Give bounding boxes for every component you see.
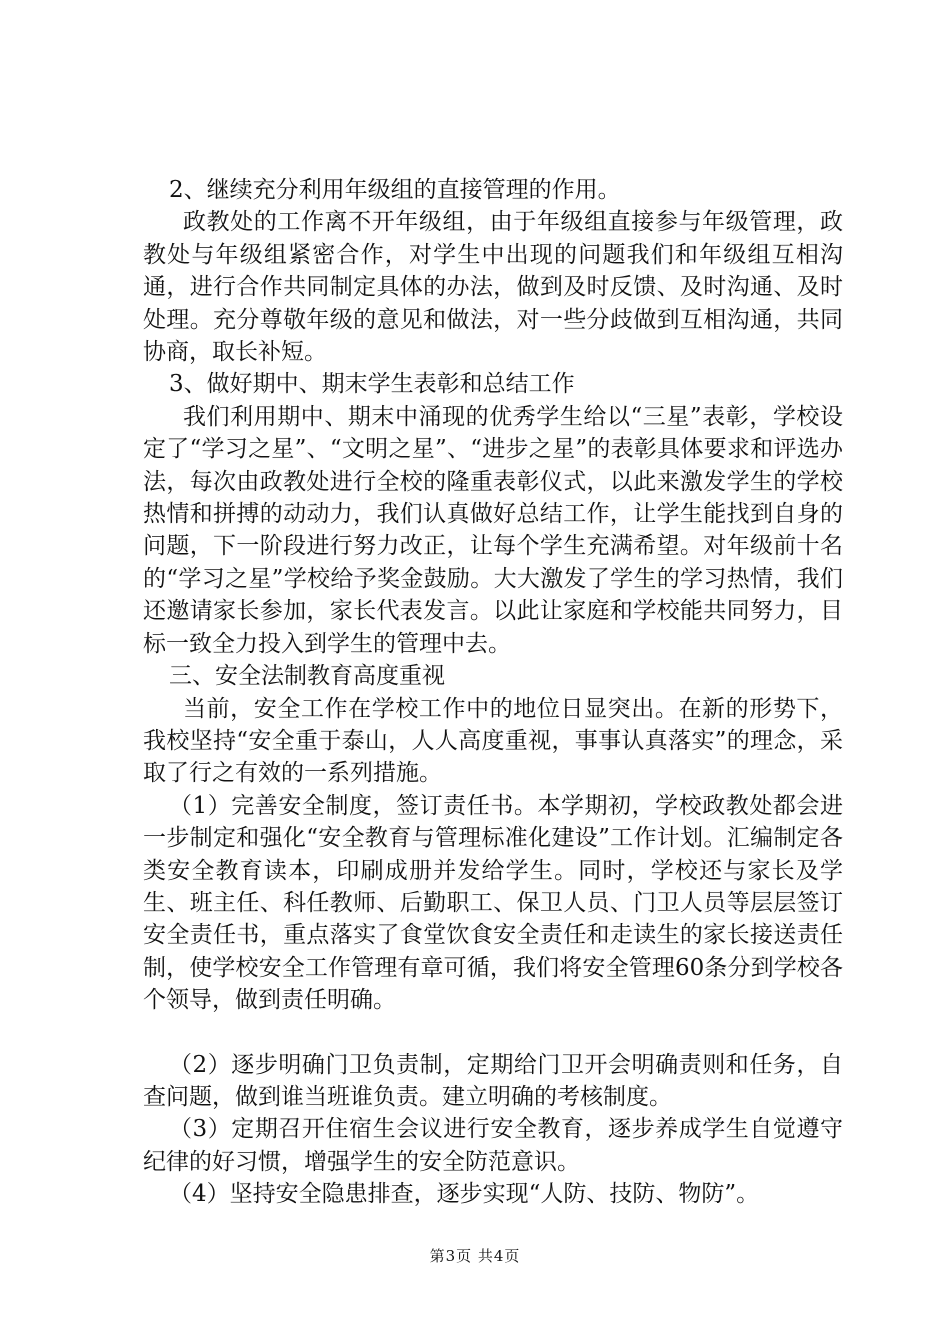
- paragraph-safety-intro: 当前，安全工作在学校工作中的地位日显突出。在新的形势下，我校坚持“安全重于泰山，人人高度重视，事事认真落实”的理念，采取了行之有效的一系列措施。: [143, 695, 843, 787]
- paragraph-safety-item-1: （1）完善安全制度，签订责任书。本学期初，学校政教处都会进一步制定和强化“安全教育与管理标准化建设”工作计划。汇编制定各类安全教育读本，印刷成册并发给学生。同时，学校还与家长及学生、班主任、科任教师、后勤职工、保卫人员、门卫人员等层层签订安全责任书，重点落实了食堂饮食安全责任和走读生的家长接送责任制，使学校安全工作管理有章可循，我们将安全管理60条分到学校各个领导，做到责任明确。: [143, 792, 843, 1014]
- paragraph-grade-group: 政教处的工作离不开年级组，由于年级组直接参与年级管理，政教处与年级组紧密合作，对学生中出现的问题我们和年级组互相沟通，进行合作共同制定具体的办法，做到及时反馈、及时沟通、及时处理。充分尊敬年级的意见和做法，对一些分歧做到互相沟通，共同协商，取长补短。: [143, 209, 843, 366]
- paragraph-heading-3: 3、做好期中、期末学生表彰和总结工作: [169, 371, 575, 398]
- paragraph-spacer: [143, 1017, 843, 1049]
- paragraph-safety-item-2: （2）逐步明确门卫负责制，定期给门卫开会明确责则和任务，自查问题，做到谁当班谁负责。建立明确的考核制度。: [143, 1051, 843, 1110]
- document-body: [143, 174, 843, 1211]
- paragraph-safety-item-4: （4）坚持安全隐患排查，逐步实现“人防、技防、物防”。: [169, 1181, 760, 1208]
- paragraph-section-three-heading: 三、安全法制教育高度重视: [169, 663, 445, 690]
- paragraph-safety-item-3: （3）定期召开住宿生会议进行安全教育，逐步养成学生自觉遵守纪律的好习惯，增强学生的安全防范意识。: [143, 1116, 843, 1175]
- page-number-footer: 第3页 共4页: [429, 1247, 521, 1265]
- paragraph-awards: 我们利用期中、期末中涌现的优秀学生给以“三星”表彰，学校设定了“学习之星”、“文明之星”、“进步之星”的表彰具体要求和评选办法，每次由政教处进行全校的隆重表彰仪式，以此来激发学生的学校热情和拼搏的动动力，我们认真做好总结工作，让学生能找到自身的问题，下一阶段进行努力改正，让每个学生充满希望。对年级前十名的“学习之星”学校给予奖金鼓励。大大激发了学生的学习热情，我们还邀请家长参加，家长代表发言。以此让家庭和学校能共同努力，目标一致全力投入到学生的管理中去。: [143, 403, 843, 657]
- paragraph-heading-2: 2、继续充分利用年级组的直接管理的作用。: [169, 177, 621, 203]
